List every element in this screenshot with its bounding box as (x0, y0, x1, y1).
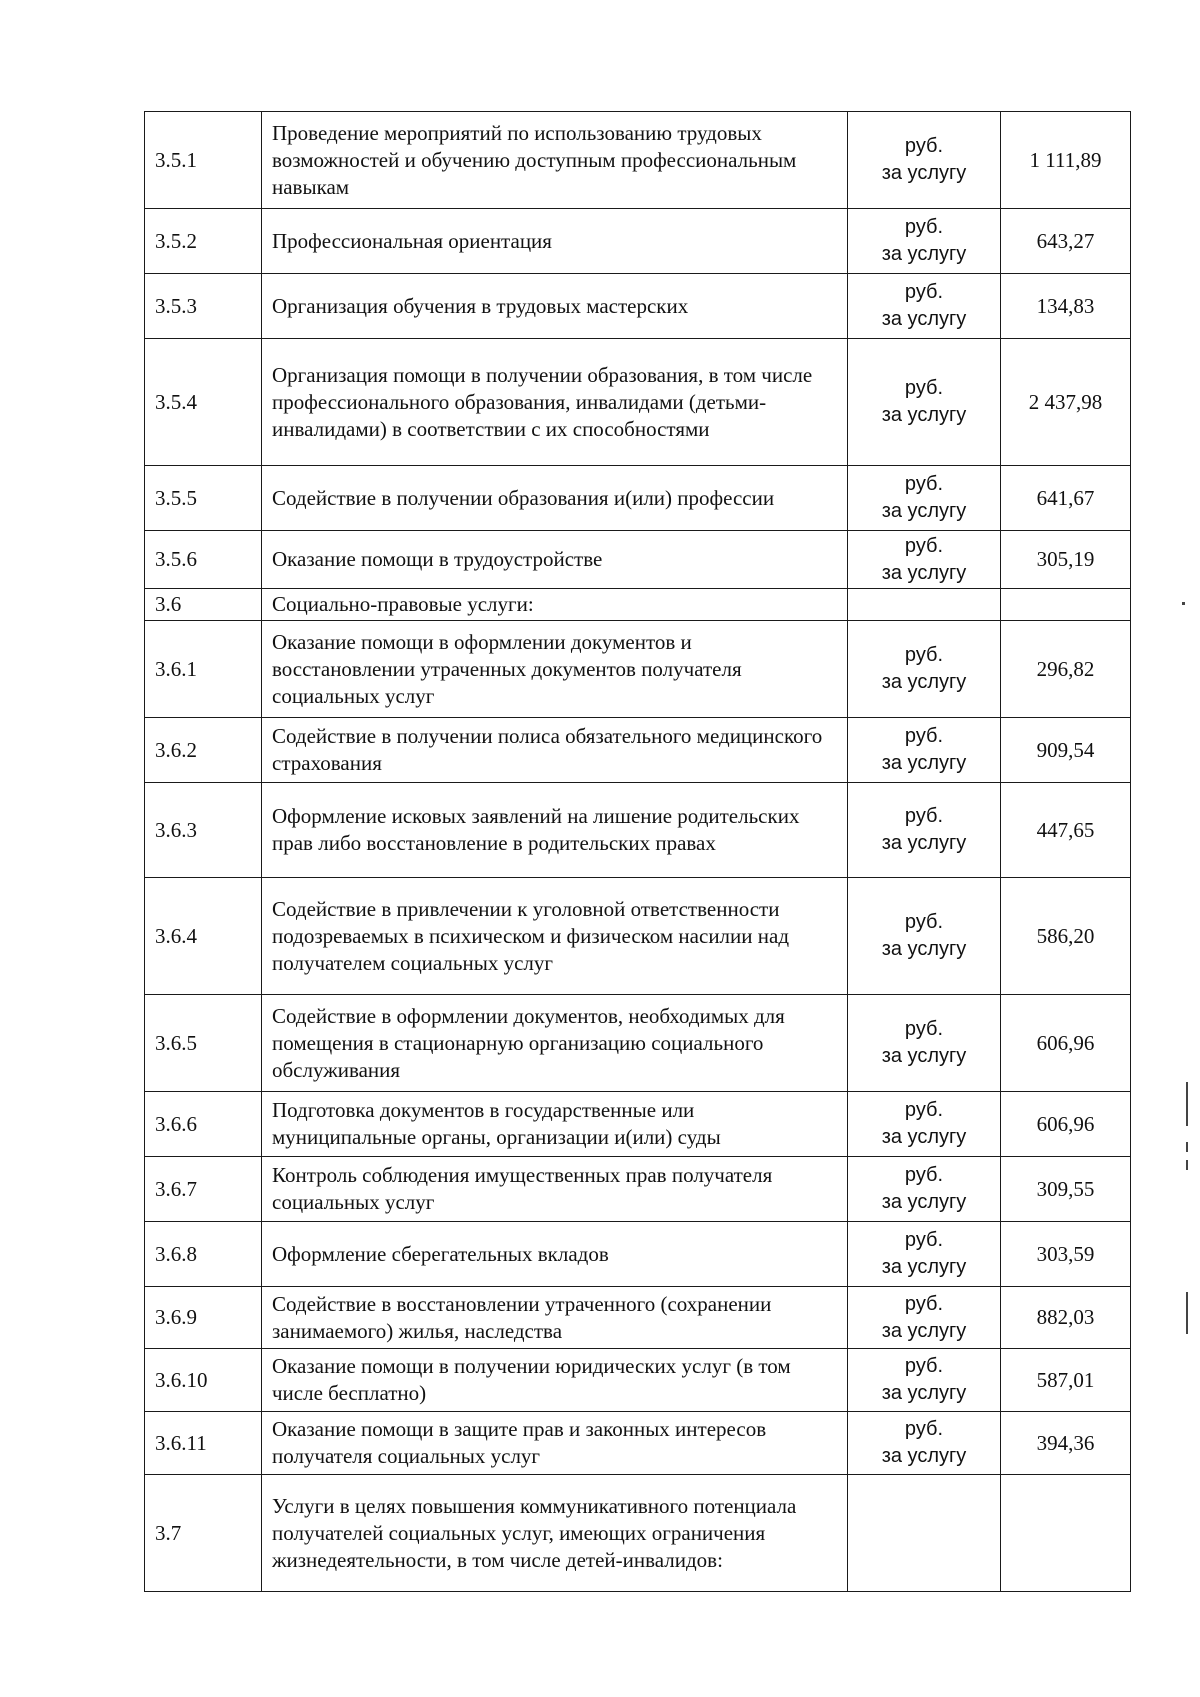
table-row (145, 783, 1131, 878)
section-heading: Услуги в целях повышения коммуникативного потенциала получателей социальных услуг, имеющих ограничения жизнедеятельности, в том числе детей-инвалидов: (262, 1475, 848, 1592)
price-value: 587,01 (1001, 1349, 1131, 1412)
table-row (145, 531, 1131, 589)
unit-per: за услугу (881, 1319, 967, 1342)
table-row (145, 112, 1131, 209)
unit-cell (848, 589, 1001, 621)
price-value: 643,27 (1001, 209, 1131, 274)
service-name: Оказание помощи в трудоустройстве (262, 531, 848, 589)
unit-cell (848, 274, 1001, 339)
table-row (145, 1475, 1131, 1592)
unit-per: за услугу (881, 1445, 967, 1467)
service-name: Содействие в получении полиса обязательного медицинского страхования (262, 718, 848, 783)
unit-per: за услугу (881, 561, 967, 584)
table-row (145, 995, 1131, 1092)
unit-currency: руб. (904, 644, 944, 666)
unit-currency: руб. (904, 911, 944, 933)
table-row (145, 589, 1131, 621)
scan-artifact-mark (1186, 1082, 1188, 1126)
price-value: 586,20 (1001, 878, 1131, 995)
unit-currency: руб. (904, 1229, 944, 1251)
unit-cell (848, 1092, 1001, 1157)
unit-cell (848, 718, 1001, 783)
table-row (145, 209, 1131, 274)
unit-cell (848, 1475, 1001, 1592)
unit-currency: руб. (904, 1292, 944, 1315)
unit-currency: руб. (904, 281, 944, 303)
unit-cell (848, 1157, 1001, 1222)
unit-per: за услугу (881, 752, 967, 774)
unit-cell (848, 112, 1001, 209)
row-number: 3.5.6 (145, 531, 262, 589)
row-number: 3.5.4 (145, 339, 262, 466)
unit-currency: руб. (904, 1018, 944, 1040)
unit-cell (848, 878, 1001, 995)
unit-cell (848, 531, 1001, 589)
unit-per: за услугу (881, 1045, 967, 1067)
unit-cell (848, 621, 1001, 718)
service-name: Оказание помощи в защите прав и законных интересов получателя социальных услуг (262, 1412, 848, 1475)
row-number: 3.6.9 (145, 1287, 262, 1349)
price-value: 394,36 (1001, 1412, 1131, 1475)
unit-per: за услугу (881, 938, 967, 960)
row-number: 3.5.5 (145, 466, 262, 531)
service-name: Оформление исковых заявлений на лишение родительских прав либо восстановление в родительских правах (262, 783, 848, 878)
service-name: Содействие в получении образования и(или) профессии (262, 466, 848, 531)
row-number: 3.5.3 (145, 274, 262, 339)
row-number: 3.6.5 (145, 995, 262, 1092)
unit-currency: руб. (904, 805, 944, 827)
price-value: 2 437,98 (1001, 339, 1131, 466)
scan-artifact-mark (1186, 1292, 1188, 1334)
price-value (1001, 1475, 1131, 1592)
unit-currency: руб. (904, 1164, 944, 1186)
unit-per: за услугу (881, 500, 967, 522)
table-row (145, 1092, 1131, 1157)
unit-currency: руб. (904, 1099, 944, 1121)
service-name: Контроль соблюдения имущественных прав получателя социальных услуг (262, 1157, 848, 1222)
unit-per: за услугу (881, 1256, 967, 1278)
unit-currency: руб. (904, 216, 944, 238)
price-value (1001, 589, 1131, 621)
service-name: Содействие в привлечении к уголовной ответственности подозреваемых в психическом и физическом насилии над получателем социальных услуг (262, 878, 848, 995)
price-value: 296,82 (1001, 621, 1131, 718)
unit-currency: руб. (904, 725, 944, 747)
table-row (145, 718, 1131, 783)
unit-cell (848, 1349, 1001, 1412)
service-name: Оформление сберегательных вкладов (262, 1222, 848, 1287)
unit-cell (848, 995, 1001, 1092)
unit-per: за услугу (881, 308, 967, 330)
row-number: 3.5.1 (145, 112, 262, 209)
row-number: 3.7 (145, 1475, 262, 1592)
table-row (145, 1349, 1131, 1412)
table-row (145, 1412, 1131, 1475)
table-row (145, 621, 1131, 718)
unit-per: за услугу (881, 404, 967, 426)
row-number: 3.6 (145, 589, 262, 621)
unit-per: за услугу (881, 162, 967, 184)
service-name: Профессиональная ориентация (262, 209, 848, 274)
unit-cell (848, 1287, 1001, 1349)
price-value: 606,96 (1001, 1092, 1131, 1157)
price-value: 1 111,89 (1001, 112, 1131, 209)
row-number: 3.6.2 (145, 718, 262, 783)
row-number: 3.6.7 (145, 1157, 262, 1222)
table-row (145, 466, 1131, 531)
unit-currency: руб. (904, 473, 944, 495)
price-value: 882,03 (1001, 1287, 1131, 1349)
table-row (145, 878, 1131, 995)
price-value: 606,96 (1001, 995, 1131, 1092)
price-value: 305,19 (1001, 531, 1131, 589)
unit-per: за услугу (881, 1382, 967, 1404)
row-number: 3.6.11 (145, 1412, 262, 1475)
scan-artifact-mark (1186, 1142, 1188, 1152)
price-value: 641,67 (1001, 466, 1131, 531)
row-number: 3.6.10 (145, 1349, 262, 1412)
price-value: 909,54 (1001, 718, 1131, 783)
service-name: Подготовка документов в государственные или муниципальные органы, организации и(или) суды (262, 1092, 848, 1157)
table-row (145, 1287, 1131, 1349)
service-name: Оказание помощи в получении юридических услуг (в том числе бесплатно) (262, 1349, 848, 1412)
scan-artifact-mark (1182, 602, 1185, 605)
row-number: 3.6.1 (145, 621, 262, 718)
price-value: 134,83 (1001, 274, 1131, 339)
service-name: Проведение мероприятий по использованию трудовых возможностей и обучению доступным профессиональным навыкам (262, 112, 848, 209)
service-name: Оказание помощи в оформлении документов и восстановлении утраченных документов получателя социальных услуг (262, 621, 848, 718)
row-number: 3.6.3 (145, 783, 262, 878)
unit-cell (848, 1222, 1001, 1287)
price-value: 309,55 (1001, 1157, 1131, 1222)
unit-currency: руб. (904, 377, 944, 399)
row-number: 3.6.8 (145, 1222, 262, 1287)
scan-artifact-mark (1186, 1160, 1188, 1170)
unit-cell (848, 209, 1001, 274)
unit-currency: руб. (904, 135, 944, 157)
table-row (145, 274, 1131, 339)
table-row (145, 1222, 1131, 1287)
unit-cell (848, 466, 1001, 531)
unit-per: за услугу (881, 832, 967, 854)
unit-cell (848, 1412, 1001, 1475)
unit-per: за услугу (881, 671, 967, 693)
service-name: Содействие в восстановлении утраченного (сохранении занимаемого) жилья, наследства (262, 1287, 848, 1349)
service-name: Содействие в оформлении документов, необходимых для помещения в стационарную организацию социального обслуживания (262, 995, 848, 1092)
tariff-table (144, 111, 1131, 1592)
unit-per: за услугу (881, 243, 967, 265)
row-number: 3.6.4 (145, 878, 262, 995)
row-number: 3.5.2 (145, 209, 262, 274)
unit-cell (848, 783, 1001, 878)
service-name: Организация обучения в трудовых мастерских (262, 274, 848, 339)
unit-currency: руб. (904, 1418, 944, 1440)
unit-currency: руб. (904, 1355, 944, 1377)
unit-per: за услугу (881, 1191, 967, 1213)
unit-per: за услугу (881, 1126, 967, 1148)
table-row (145, 339, 1131, 466)
price-value: 447,65 (1001, 783, 1131, 878)
table-row (145, 1157, 1131, 1222)
service-name: Организация помощи в получении образования, в том числе профессионального образования, инвалидами (детьми-инвалидами) в соответствии с их способностями (262, 339, 848, 466)
unit-cell (848, 339, 1001, 466)
price-value: 303,59 (1001, 1222, 1131, 1287)
section-heading: Социально-правовые услуги: (262, 589, 848, 621)
unit-currency: руб. (904, 534, 944, 557)
row-number: 3.6.6 (145, 1092, 262, 1157)
